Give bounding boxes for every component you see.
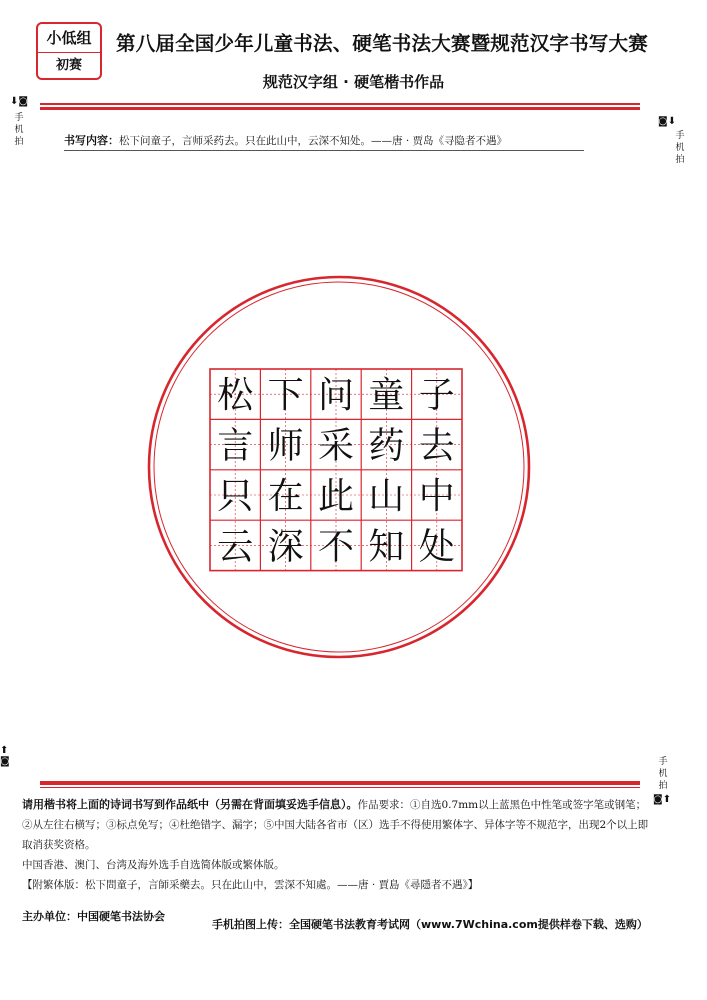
outer-circle (149, 277, 529, 657)
bottom-rule-lower (40, 787, 640, 789)
stage-label: 初赛 (55, 58, 82, 73)
photo-char: 手 (14, 113, 24, 123)
group-label: 小低组 (38, 24, 100, 53)
region-note: 中国香港、澳门、台湾及海外选手自选简体版或繁体版。 (22, 859, 285, 871)
upload-info: 手机拍图上传：全国硬笔书法教育考试网（www.7Wchina.com提供样卷下载、选购） (212, 918, 648, 931)
grid-char: 童 (368, 375, 405, 417)
grid-char: 中 (418, 476, 455, 517)
content-text: 松下问童子，言师采药去。只在此山中，云深不知处。——唐 · 贾岛《寻隐者不遇》 (119, 135, 508, 147)
grid-char: 深 (267, 526, 304, 568)
photo-char: 机 (658, 769, 668, 779)
grid-char: 松 (217, 375, 254, 417)
grid-char: 药 (368, 425, 405, 467)
grid-char: 此 (317, 476, 355, 517)
traditional-version: 【附繁体版：松下問童子，言師采藥去。只在此山中，雲深不知處。——唐 · 賈島《尋隱者不遇》】 (22, 879, 479, 891)
photo-char: 机 (675, 143, 685, 153)
photo-mark-bottom-right (656, 756, 670, 792)
grid-char: 山 (368, 476, 405, 517)
grid-char: 处 (418, 526, 455, 568)
requirements-text: 作品要求：①自选0.7mm以上蓝黑色中性笔或签字笔或钢笔；②从左往右横写；③标点免写；④杜绝错字、漏字；⑤中国大陆各省市（区）选手不得使用繁体字、异体字等不规范字，出现2个以上即取消获奖资格。 (22, 799, 649, 851)
page-title: 第八届全国少年儿童书法、硬笔书法大赛暨规范汉字书写大赛 (116, 32, 648, 55)
camera-icon: ◙⬇ (658, 116, 677, 127)
page-subtitle: 规范汉字组 · 硬笔楷书作品 (262, 73, 445, 91)
content-label: 书写内容： (64, 134, 119, 147)
photo-char: 拍 (675, 155, 685, 165)
grid-char: 采 (317, 425, 355, 467)
arrow-up-icon: ⬆ ◙ (0, 745, 10, 767)
instruction-text: 请用楷书将上面的诗词书写到作品纸中（另需在背面填妥选手信息）。 (22, 798, 358, 811)
grid-char: 言 (217, 425, 254, 467)
grid-char: 只 (217, 476, 254, 517)
photo-char: 手 (675, 131, 685, 141)
grid-char: 下 (267, 375, 304, 417)
grid-char: 不 (317, 526, 355, 568)
grid-char: 子 (418, 375, 455, 417)
footer-instructions (22, 795, 652, 895)
camera-icon: ◙⬆ (653, 794, 672, 805)
photo-char: 拍 (14, 137, 24, 147)
camera-icon: ⬇◙ (10, 96, 29, 107)
photo-char: 机 (14, 125, 24, 135)
grid-char: 知 (368, 526, 405, 568)
grid-char: 问 (317, 375, 355, 417)
grid-char: 云 (217, 526, 254, 568)
bottom-rule-upper (40, 781, 640, 785)
photo-char: 拍 (658, 781, 668, 791)
grid-char: 去 (418, 425, 455, 467)
grid-char: 师 (267, 425, 304, 467)
grid-characters (217, 375, 455, 567)
photo-char: 手 (658, 757, 668, 767)
organizer: 主办单位：中国硬笔书法协会 (22, 910, 165, 923)
grid-char: 在 (267, 476, 304, 517)
